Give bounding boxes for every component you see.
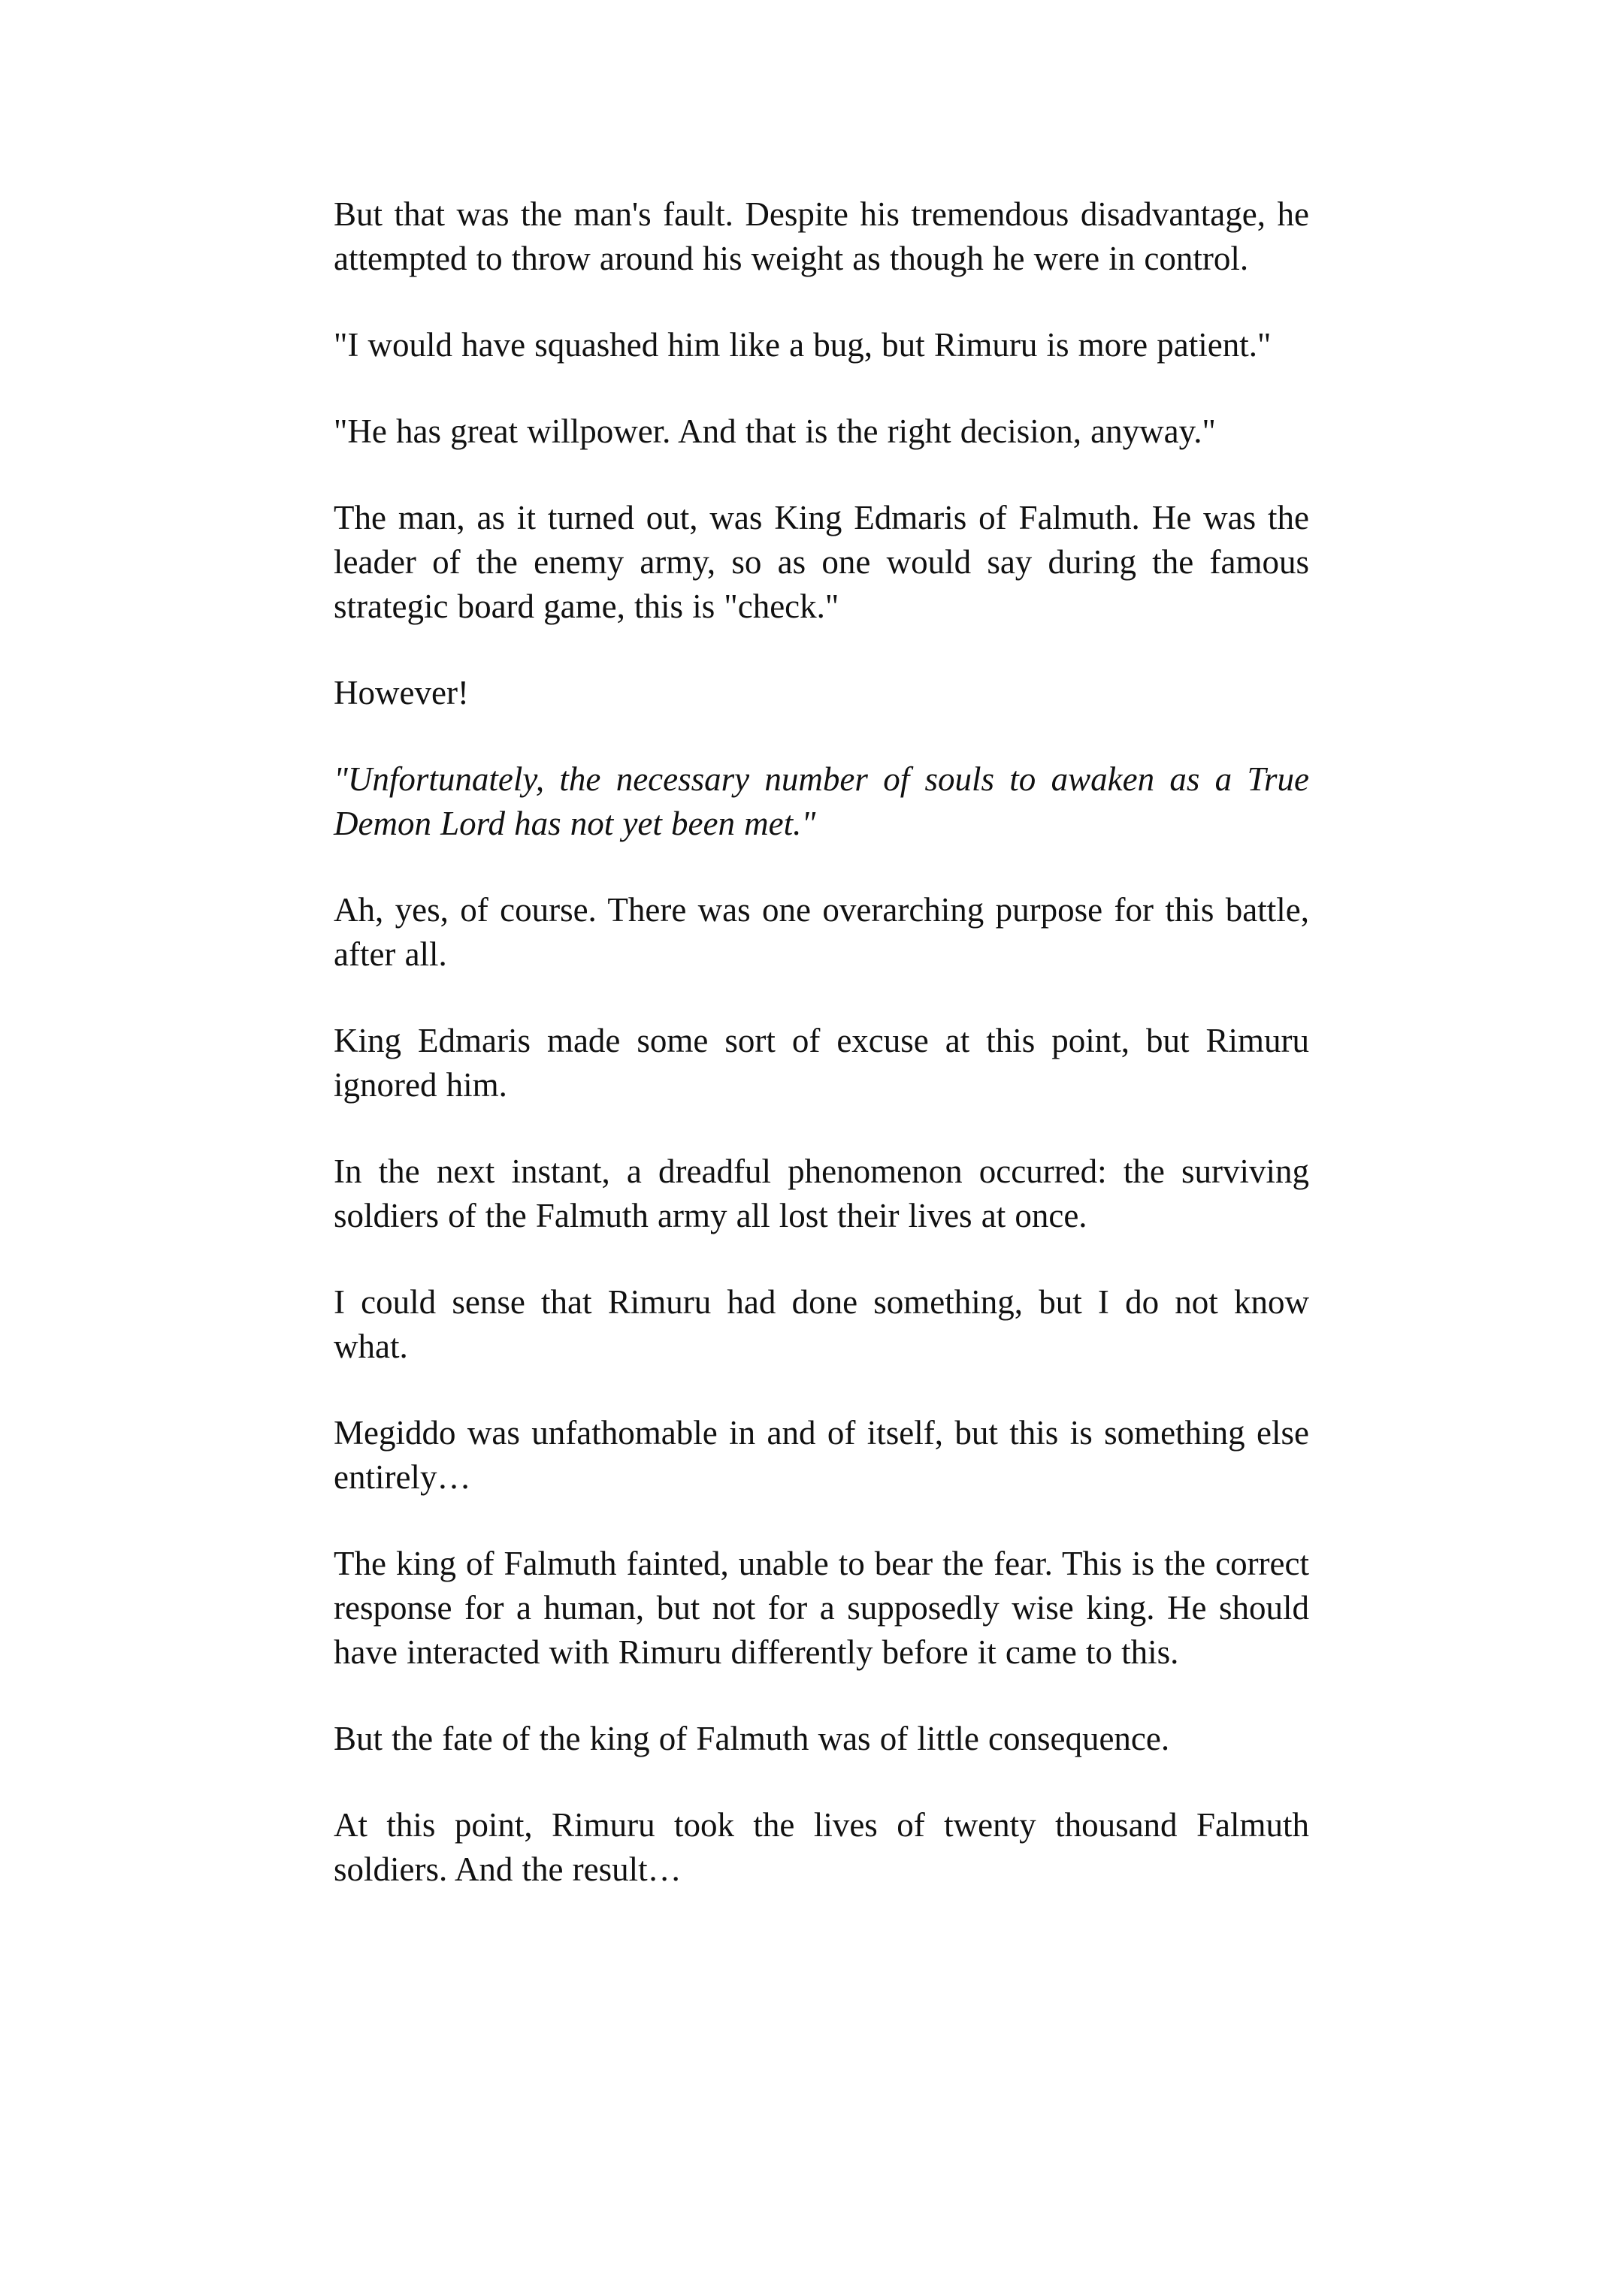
paragraph: I could sense that Rimuru had done something, but I do not know what. (334, 1283, 1309, 1365)
paragraph: "I would have squashed him like a bug, but Rimuru is more patient." (334, 326, 1272, 364)
paragraph: "He has great willpower. And that is the right decision, anyway." (334, 412, 1216, 450)
paragraph: King Edmaris made some sort of excuse at this point, but Rimuru ignored him. (334, 1022, 1309, 1104)
paragraph: Megiddo was unfathomable in and of itself, but this is something else entirely… (334, 1414, 1309, 1496)
paragraph: But the fate of the king of Falmuth was of little consequence. (334, 1720, 1170, 1757)
page-text (334, 192, 1309, 1892)
paragraph: In the next instant, a dreadful phenomenon occurred: the surviving soldiers of the Falmuth army all lost their lives at once. (334, 1153, 1309, 1234)
paragraph: Ah, yes, of course. There was one overarching purpose for this battle, after all. (334, 891, 1309, 973)
paragraph: However! (334, 674, 469, 711)
paragraph: The king of Falmuth fainted, unable to bear the fear. This is the correct response for a human, but not for a supposedly wise king. He should have interacted with Rimuru differently before it came to this. (334, 1545, 1309, 1671)
paragraph: At this point, Rimuru took the lives of twenty thousand Falmuth soldiers. And the result… (334, 1806, 1309, 1888)
paragraph: The man, as it turned out, was King Edmaris of Falmuth. He was the leader of the enemy army, so as one would say during the famous strategic board game, this is "check." (334, 499, 1309, 625)
paragraph-italic: "Unfortunately, the necessary number of souls to awaken as a True Demon Lord has not yet been met." (334, 760, 1309, 842)
paragraph: But that was the man's fault. Despite his tremendous disadvantage, he attempted to throw around his weight as though he were in control. (334, 195, 1309, 277)
